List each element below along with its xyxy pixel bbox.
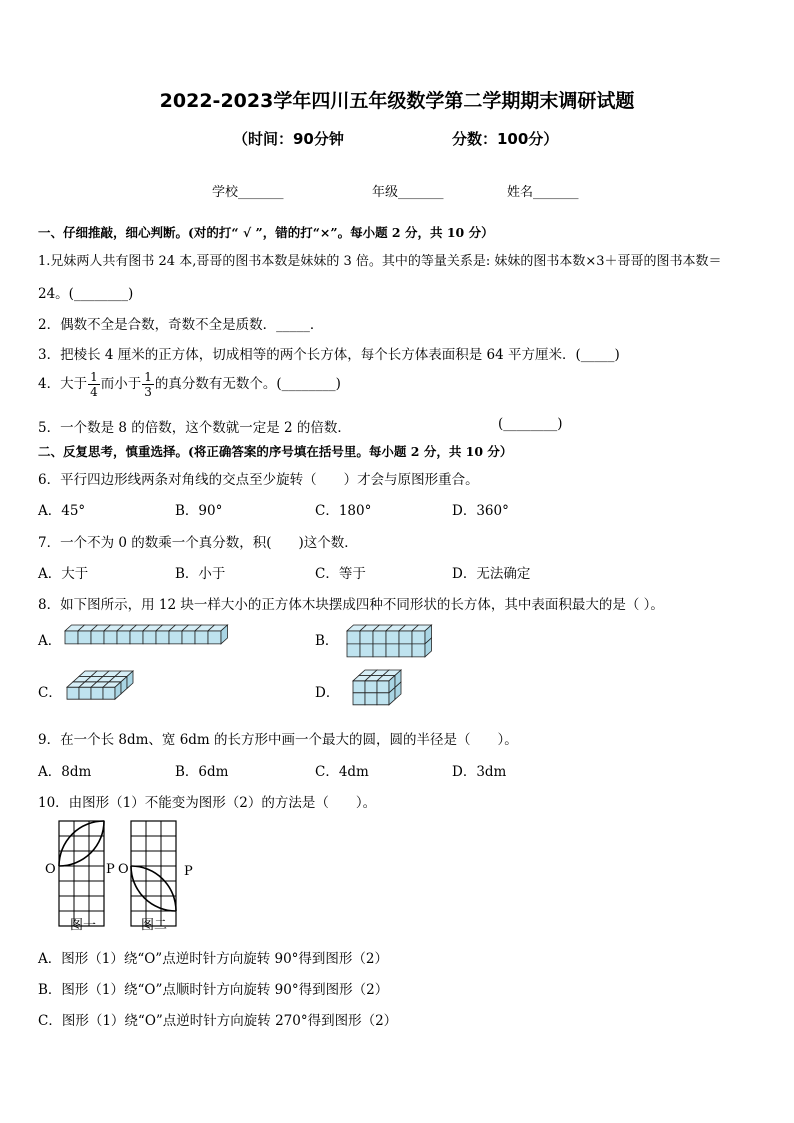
q10-option-c: C．图形（1）绕“O”点逆时针方向旋转 270°得到图形（2） — [38, 1013, 398, 1029]
cube-face — [412, 644, 425, 657]
q10-option-a: A．图形（1）绕“O”点逆时针方向旋转 90°得到图形（2） — [38, 951, 389, 967]
cube-face — [399, 631, 412, 644]
q7-option-b: B．小于 — [175, 566, 226, 582]
cuboid-figure-d — [352, 669, 408, 711]
cube-face — [91, 687, 103, 699]
question-2: 2．偶数不全是合数，奇数不全是质数．_____． — [38, 317, 324, 333]
grid-figure-one — [59, 821, 104, 926]
cube-face — [117, 631, 130, 644]
q8-label-c: C． — [38, 685, 62, 701]
point-p-fig1: P — [106, 862, 115, 877]
fraction-numerator: 1 — [90, 370, 98, 384]
cube-face — [104, 631, 117, 644]
q7-option-c: C．等于 — [315, 566, 366, 582]
question-5-blank: (________) — [498, 416, 563, 432]
q6-option-b: B．90° — [175, 503, 223, 519]
cube-face — [347, 631, 360, 644]
q6-option-d: D．360° — [452, 503, 509, 519]
q6-option-c: C．180° — [315, 503, 372, 519]
q8-label-b: B． — [315, 633, 339, 649]
cube-face — [386, 644, 399, 657]
q8-label-a: A． — [38, 633, 62, 649]
cube-face — [360, 644, 373, 657]
question-6: 6．平行四边形线两条对角线的交点至少旋转（ ）才会与原图形重合。 — [38, 472, 479, 488]
cube-face — [195, 631, 208, 644]
cube-face — [143, 631, 156, 644]
question-5: 5．一个数是 8 的倍数，这个数就一定是 2 的倍数． — [38, 420, 351, 436]
section1-heading: 一、仔细推敲，细心判断。(对的打“ √ ”，错的打“×”。每小题 2 分，共 10 分） — [38, 225, 494, 240]
cube-face — [386, 631, 399, 644]
question-10: 10．由图形（1）不能变为图形（2）的方法是（ ）。 — [38, 795, 377, 811]
q7-option-a: A．大于 — [38, 566, 89, 582]
question-8: 8．如下图所示，用 12 块一样大小的正方体木块摆成四种不同形状的长方体，其中表面积最大的是（ ）。 — [38, 597, 664, 613]
cube-face — [365, 681, 377, 693]
cube-face — [412, 631, 425, 644]
q9-option-b: B．6dm — [175, 764, 229, 780]
fraction-denominator: 4 — [90, 385, 98, 399]
time-limit: （时间：90分钟 — [233, 130, 344, 148]
cube-face — [130, 631, 143, 644]
q7-option-d: D．无法确定 — [452, 566, 531, 582]
total-score: 分数：100分） — [452, 130, 559, 148]
cube-face — [91, 631, 104, 644]
q10-option-b: B．图形（1）绕“O”点顺时针方向旋转 90°得到图形（2） — [38, 982, 389, 998]
question-4-mid: 而小于 — [100, 376, 142, 392]
cube-face — [67, 687, 79, 699]
fraction-denominator: 3 — [144, 385, 152, 399]
name-field: 姓名_______ — [507, 185, 579, 200]
grade-field: 年级_______ — [372, 185, 444, 200]
question-9: 9．在一个长 8dm、宽 6dm 的长方形中画一个最大的圆，圆的半径是（ ）。 — [38, 732, 518, 748]
point-o-fig1: O — [45, 862, 56, 877]
cube-face — [347, 644, 360, 657]
cube-face — [360, 631, 373, 644]
question-7: 7．一个不为 0 的数乘一个真分数，积( )这个数． — [38, 535, 358, 551]
cube-face — [377, 693, 389, 705]
cube-face — [377, 681, 389, 693]
question-4 — [38, 370, 341, 399]
rotation-figures — [44, 818, 204, 936]
cube-face — [103, 687, 115, 699]
question-1-line2: 24。(________) — [38, 286, 134, 302]
question-1-line1: 1.兄妹两人共有图书 24 本,哥哥的图书本数是妹妹的 3 倍。其中的等量关系是: 妹妹的图书本数×3＋哥哥的图书本数＝ — [38, 254, 722, 269]
page-title: 2022-2023学年四川五年级数学第二学期期末调研试题 — [159, 90, 635, 112]
cube-face — [169, 631, 182, 644]
cube-face — [78, 631, 91, 644]
cube-face — [208, 631, 221, 644]
cube-face — [399, 644, 412, 657]
question-4-pre: 4．大于 — [38, 376, 88, 392]
grid-figure-two — [131, 821, 176, 926]
cuboid-figure-c — [66, 670, 136, 708]
section2-heading: 二、反复思考，慎重选择。(将正确答案的序号填在括号里。每小题 2 分，共 10 分） — [38, 444, 513, 459]
question-4-post: 的真分数有无数个。(________) — [154, 376, 341, 392]
cube-face — [156, 631, 169, 644]
cube-face — [365, 693, 377, 705]
q9-option-c: C．4dm — [315, 764, 369, 780]
fraction-one-third — [142, 370, 154, 399]
cuboid-figure-a — [64, 624, 234, 652]
cube-face — [373, 644, 386, 657]
cube-face — [353, 693, 365, 705]
caption-figure-two: 图二 — [141, 918, 168, 933]
fraction-one-quarter — [88, 370, 100, 399]
q9-option-a: A．8dm — [38, 764, 92, 780]
q9-option-d: D．3dm — [452, 764, 507, 780]
cube-face — [182, 631, 195, 644]
point-o-fig2: O — [118, 862, 129, 877]
cuboid-figure-b — [346, 624, 441, 654]
cube-face — [353, 681, 365, 693]
school-field: 学校_______ — [212, 185, 284, 200]
cube-face — [65, 631, 78, 644]
question-3: 3．把棱长 4 厘米的正方体，切成相等的两个长方体，每个长方体表面积是 64 平方厘米．(_____) — [38, 347, 620, 363]
cube-face — [373, 631, 386, 644]
cube-face — [79, 687, 91, 699]
fraction-numerator: 1 — [144, 370, 152, 384]
q8-label-d: D． — [315, 685, 340, 701]
caption-figure-one: 图一 — [70, 918, 97, 933]
q6-option-a: A．45° — [38, 503, 86, 519]
point-p-fig2: P — [184, 864, 193, 879]
